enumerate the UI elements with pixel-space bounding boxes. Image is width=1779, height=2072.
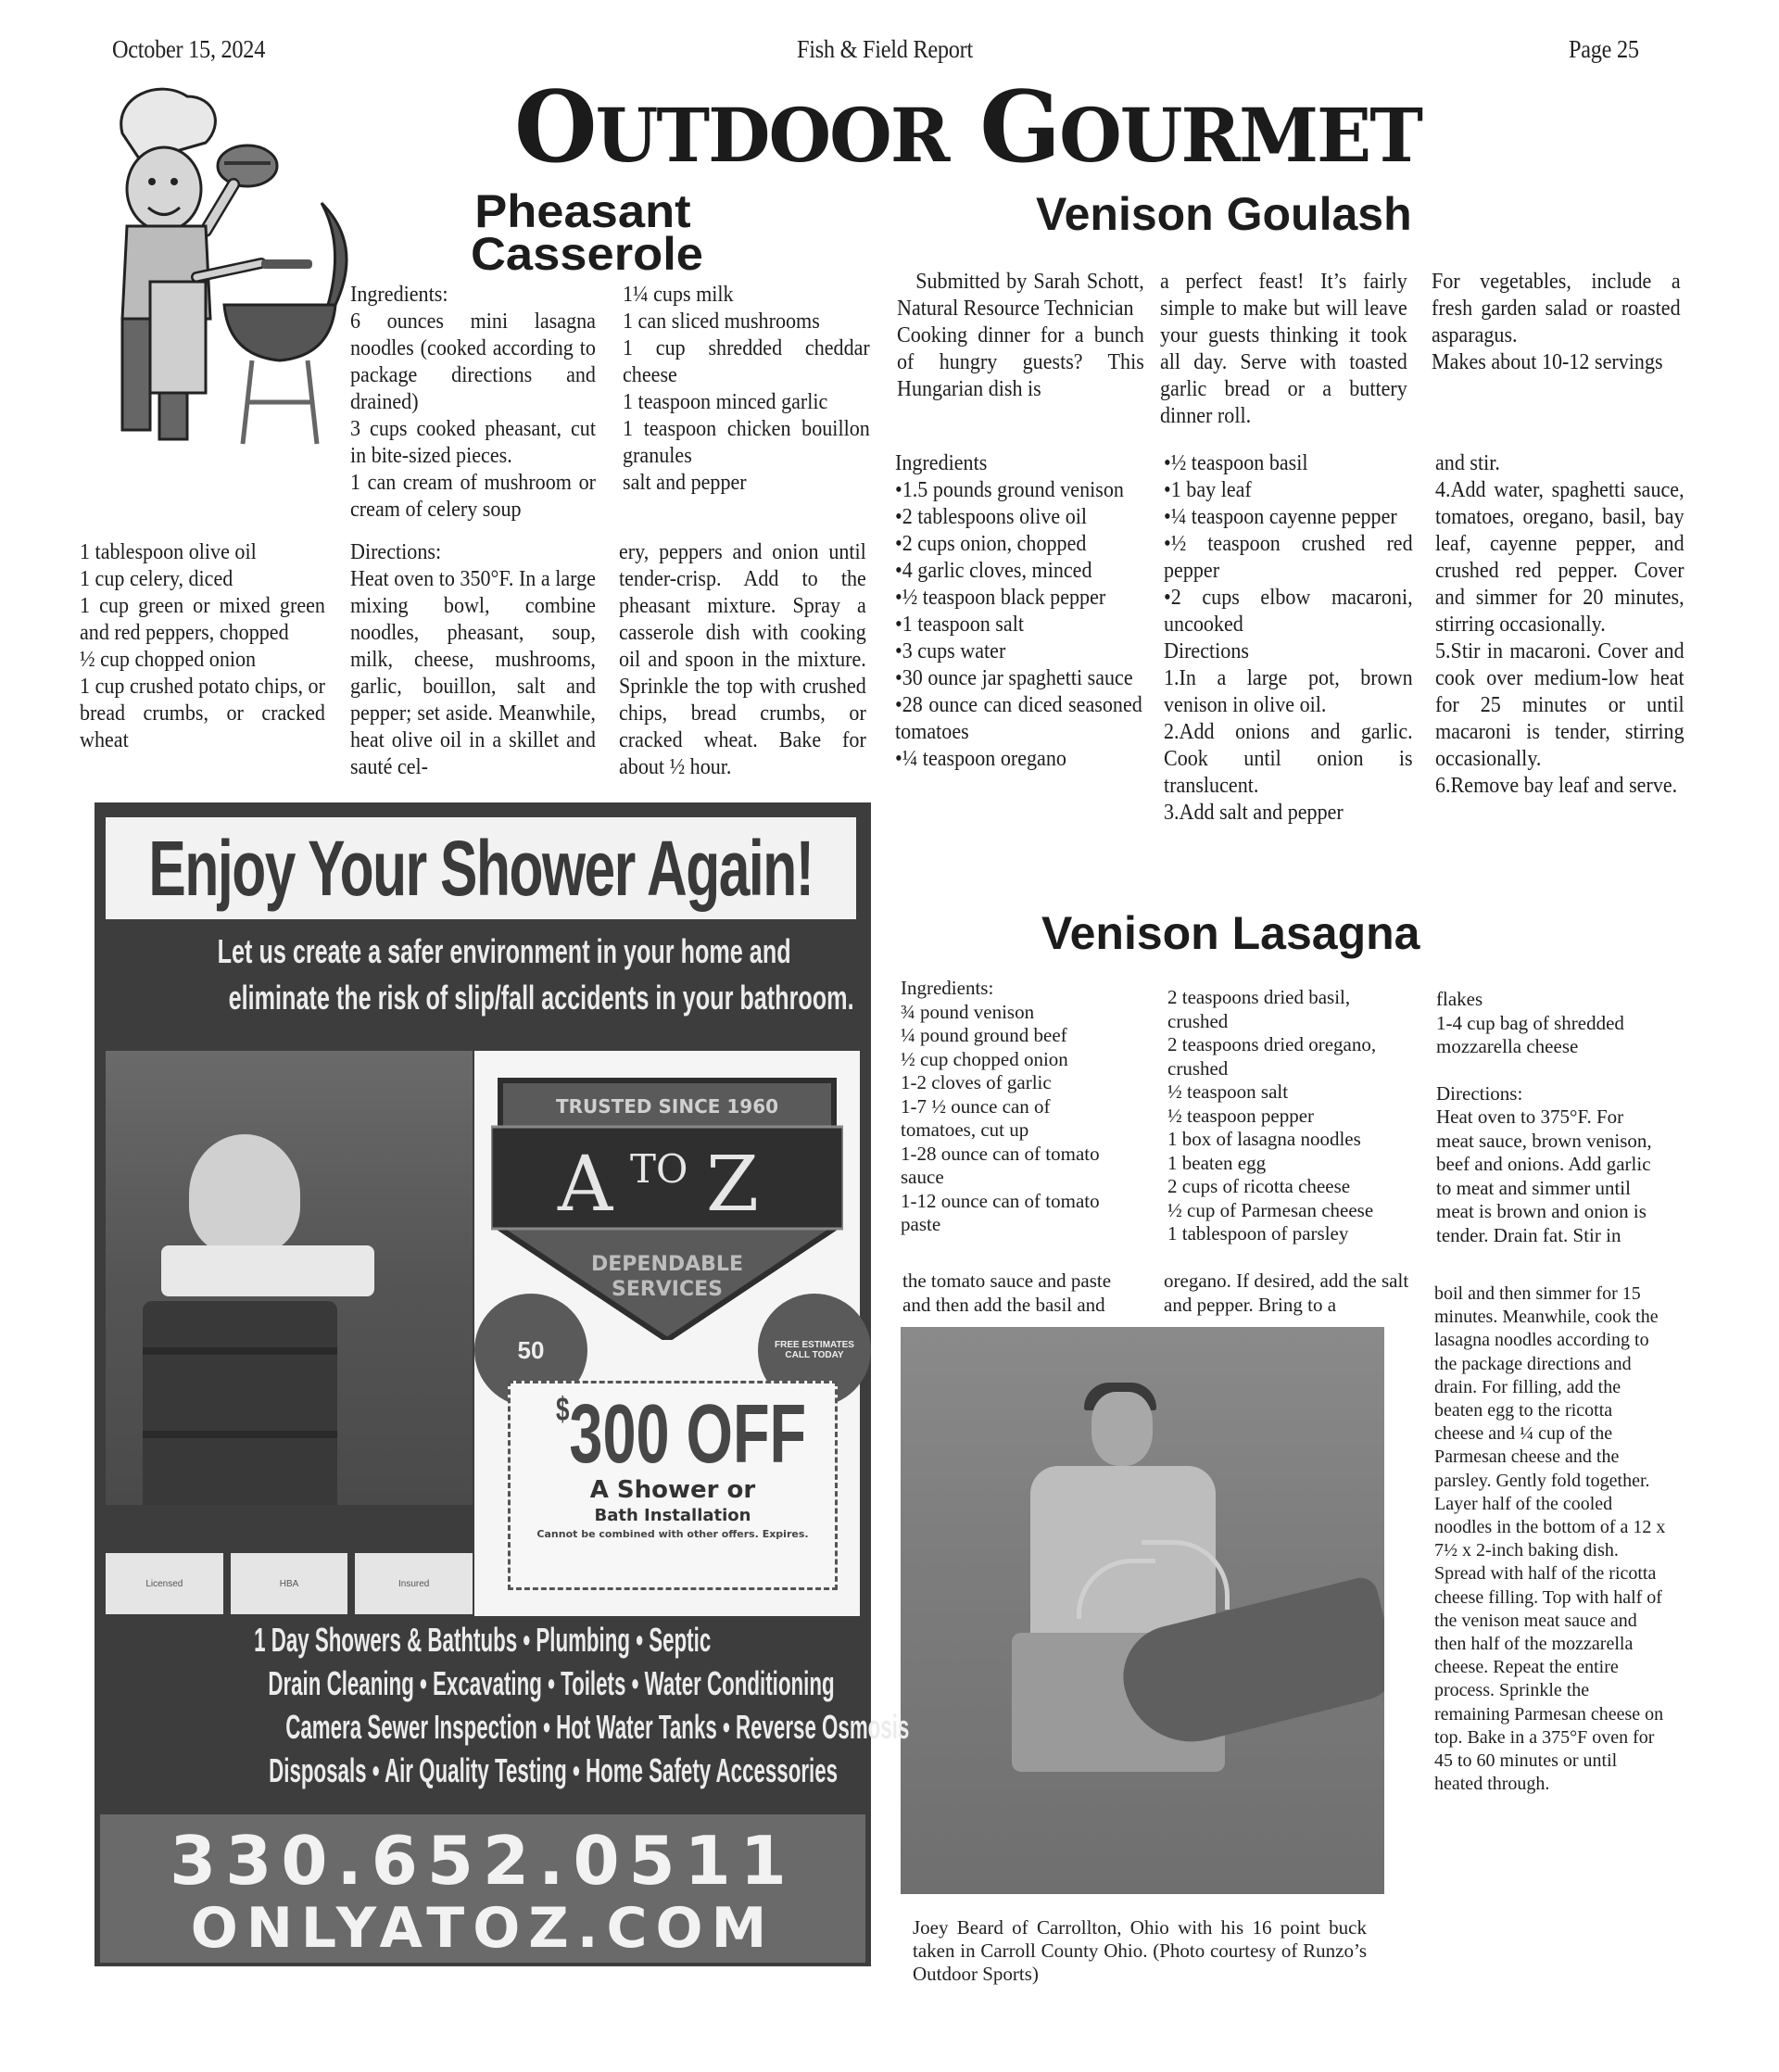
ingredients-label: Ingredients: <box>350 283 448 307</box>
page-number: Page 25 <box>1569 35 1639 63</box>
ingredient-item: 2 teaspoons dried oregano, crushed <box>1167 1033 1377 1080</box>
brand-letter-a: A <box>558 1141 613 1229</box>
ingredient-item: ½ cup of Parmesan cheese <box>1167 1198 1374 1221</box>
ingredient-item: 2 cups of ricotta cheese <box>1167 1175 1351 1197</box>
ingredient-item: 1 can cream of mushroom or cream of celery soup <box>350 471 596 522</box>
ingredient-item: •30 ounce jar spaghetti sauce <box>895 666 1133 690</box>
coupon-line1: A Shower or <box>589 1476 756 1504</box>
shield-bottom-text2: SERVICES <box>611 1278 724 1301</box>
lasagna-directions-col3b: boil and then simmer for 15 minutes. Meanwhile, cook the lasagna noodles according to the package directions and drain. For filling, add the beaten egg to the ricotta cheese and ¼ cup of the Parmesan cheese and the parsley. Gently fold together. Layer half of the cooled noodles in the bottom of a 12 x 7½ x 2-inch baking dish. Spread with half of the ricotta cheese filling. Top with half of the venison meat sauce and then half of the mozzarella cheese. Repeat the entire process. Sprinkle the remaining Parmesan cheese on top. Bake in a 375°F oven for 45 to 60 minutes or until heated through. <box>1434 1283 1666 1795</box>
directions-text: Heat oven to 375°F. For meat sauce, brown venison, beef and onions. Add garlic to meat and simmer until meat is brown and onion is tender. Drain fat. Stir in <box>1436 1105 1652 1246</box>
ad-headline: Enjoy Your Shower Again! <box>148 824 814 912</box>
ad-contact-box <box>100 1814 865 1963</box>
ingredient-item: 1 can sliced mushrooms <box>623 310 820 334</box>
ingredient-item: •1.5 pounds ground venison <box>895 478 1124 502</box>
goulash-directions-col3 <box>1435 450 1684 800</box>
ingredient-item: •¼ teaspoon oregano <box>895 747 1066 771</box>
ingredient-item: •½ teaspoon basil <box>1164 451 1308 475</box>
intro-text: Cooking dinner for a bunch of hungry guests? This Hungarian dish is <box>897 323 1144 401</box>
publication-name: Fish & Field Report <box>797 35 973 63</box>
ingredient-item: 1 cup shredded cheddar cheese <box>623 336 870 387</box>
atoz-advertisement[interactable] <box>95 802 910 1966</box>
ad-coupon[interactable] <box>508 1381 838 1590</box>
ingredient-item: 1¼ cups milk <box>623 283 734 307</box>
ingredient-item: 1-2 cloves of garlic <box>901 1071 1052 1093</box>
ingredient-item: •3 cups water <box>895 639 1006 663</box>
lasagna-ingredients-col1 <box>901 977 1151 1237</box>
shield-bottom-text1: DEPENDABLE <box>591 1253 743 1276</box>
ad-phone-number[interactable]: 330.652.0511 <box>170 1822 796 1900</box>
ingredient-item: 1 beaten egg <box>1167 1151 1267 1174</box>
ingredient-item: 1 cup green or mixed green and red peppers, chopped <box>80 594 325 645</box>
service-text: Disposals • Air Quality Testing • Home Safety Accessories <box>269 1751 839 1789</box>
subhead-text: eliminate the risk of slip/fall accidents in your bathroom. <box>228 979 854 1017</box>
byline: Submitted by Sarah Schott, Natural Resource Technician <box>897 270 1144 321</box>
lasagna-directions-col1b: the tomato sauce and paste and then add the basil and <box>902 1270 1112 1316</box>
service-line <box>95 1661 871 1705</box>
ingredients-label: Ingredients <box>895 451 988 475</box>
photo-caption: Joey Beard of Carrollton, Ohio with his 16 point buck taken in Carroll County Ohio. (Photo courtesy of Runzo’s Outdoor Sports) <box>913 1916 1367 1985</box>
ingredient-item: •2 cups onion, chopped <box>895 532 1087 556</box>
service-line <box>95 1749 871 1792</box>
ingredient-item: 1-7 ½ ounce can of tomatoes, cut up <box>901 1094 1051 1141</box>
masthead-initial-o: O <box>514 69 596 184</box>
ingredient-item: 1 cup celery, diced <box>80 567 233 591</box>
shield-top-text: TRUSTED SINCE 1960 <box>555 1095 779 1118</box>
ingredient-item: 6 ounces mini lasagna noodles (cooked according to package directions and drained) <box>350 310 596 414</box>
badge-text: FREE ESTIMATES CALL TODAY <box>775 1340 854 1360</box>
service-line <box>95 1705 910 1749</box>
masthead-word-gourmet: OURMET <box>1059 92 1422 179</box>
directions-label: Directions: <box>350 540 442 564</box>
logo-hba: HBA <box>231 1553 348 1614</box>
subhead-text: Let us create a safer environment in your home and <box>217 932 791 970</box>
pheasant-casserole-title <box>471 185 703 280</box>
logo-insured: Insured <box>355 1553 473 1614</box>
coupon-line2: Bath Installation <box>594 1506 751 1525</box>
brand-letter-z: Z <box>706 1141 759 1229</box>
logo-licensed: Licensed <box>106 1553 223 1614</box>
ad-services-list <box>95 1618 910 1792</box>
ingredient-item: 1 tablespoon olive oil <box>80 540 257 564</box>
intro-text: a perfect feast! It’s fairly simple to make but will leave your guests thinking it took all day. Serve with toasted garlic bread or a buttery dinner roll. <box>1160 270 1407 428</box>
ad-website-link[interactable]: ONLYATOZ.COM <box>190 1896 776 1961</box>
ingredient-item: ½ teaspoon pepper <box>1167 1104 1315 1127</box>
pheasant-ingredients-col2 <box>623 282 870 497</box>
coupon-fine-print: Cannot be combined with other offers. Expires. <box>536 1528 809 1540</box>
ingredient-item: salt and pepper <box>623 471 747 495</box>
lasagna-ingredients-col2 <box>1167 986 1408 1246</box>
ingredients-label: Ingredients: <box>901 977 994 999</box>
brand-to: TO <box>630 1146 688 1192</box>
ingredient-item: ½ teaspoon salt <box>1167 1080 1289 1103</box>
coupon-amount <box>556 1388 807 1481</box>
ingredient-item: •¼ teaspoon cayenne pepper <box>1164 505 1397 529</box>
direction-step: 6.Remove bay leaf and serve. <box>1435 774 1678 798</box>
chef-grilling-icon <box>85 78 363 449</box>
direction-step: 2.Add onions and garlic. Cook until onion is translucent. <box>1164 720 1413 798</box>
ingredient-item: ½ cup chopped onion <box>901 1047 1068 1070</box>
direction-step: 5.Stir in macaroni. Cover and cook over medium-low heat for 25 minutes or until macaroni is tender, stirring occasionally. <box>1435 639 1684 771</box>
barrel-tub-shape <box>143 1301 337 1505</box>
goulash-intro-col1 <box>897 269 1144 403</box>
servings-text: Makes about 10-12 servings <box>1432 350 1663 374</box>
pheasant-ingredients-col1 <box>350 282 596 524</box>
title-line-1: Pheasant <box>474 185 691 237</box>
venison-goulash-title: Venison Goulash <box>1036 188 1412 240</box>
pheasant-directions-col2 <box>619 539 866 781</box>
ad-bathtub-photo <box>106 1051 473 1505</box>
directions-label: Directions <box>1164 639 1249 663</box>
ingredient-item: 1-12 ounce can of tomato paste <box>901 1189 1100 1235</box>
intro-text: For vegetables, include a fresh garden salad or roasted asparagus. <box>1432 270 1681 347</box>
goulash-ingredients-col1 <box>895 450 1142 773</box>
pheasant-ingredients-col0 <box>80 539 325 754</box>
direction-step: and stir. <box>1435 451 1500 475</box>
ad-subhead-line1 <box>95 932 871 971</box>
ingredient-item: 1 cup crushed potato chips, or bread crumbs, or cracked wheat <box>80 675 325 752</box>
ingredient-item: 1 teaspoon chicken bouillon granules <box>623 417 870 468</box>
direction-step: 3.Add salt and pepper <box>1164 801 1344 825</box>
ad-subhead-line2 <box>95 979 871 1017</box>
title-line-2: Casserole <box>471 228 703 280</box>
ingredient-item: ½ cup chopped onion <box>80 648 257 672</box>
ad-affiliation-logos <box>106 1553 473 1614</box>
woman-head-shape <box>189 1134 300 1255</box>
goulash-intro-col2 <box>1160 269 1407 430</box>
coupon-dollar: $ <box>556 1390 570 1428</box>
directions-label: Directions: <box>1436 1081 1523 1105</box>
hunter-buck-photo <box>901 1327 1384 1894</box>
antler-shape <box>1142 1540 1230 1610</box>
directions-text: ery, peppers and onion until tender-crisp. Add to the pheasant mixture. Spray a casserole dish with cooking oil and spoon in the mixture. Sprinkle the top with crushed chips, bread crumbs, or cracked wheat. Bake for about ½ hour. <box>619 540 866 779</box>
service-text: Camera Sewer Inspection • Hot Water Tanks • Reverse Osmosis <box>285 1708 910 1746</box>
goulash-ingredients-col2 <box>1164 450 1413 827</box>
issue-date: October 15, 2024 <box>112 35 266 63</box>
ingredient-item: flakes <box>1436 988 1483 1010</box>
ingredient-item: •1 teaspoon salt <box>895 613 1024 637</box>
ingredient-item: •28 ounce can diced seasoned tomatoes <box>895 693 1142 744</box>
section-masthead <box>514 69 1422 184</box>
direction-step: 4.Add water, spaghetti sauce, tomatoes, oregano, basil, bay leaf, cayenne pepper, and crushed red pepper. Cover and simmer for 20 minutes, stirring occasionally. <box>1435 478 1684 637</box>
ingredient-item: 1 tablespoon of parsley <box>1167 1222 1349 1244</box>
directions-text: Heat oven to 350°F. In a large mixing bowl, combine noodles, pheasant, soup, milk, cheese, mushrooms, garlic, bouillon, salt and pepper; set aside. Meanwhile, heat olive oil in a skillet and sauté cel- <box>350 567 596 779</box>
masthead-initial-g: G <box>979 69 1060 184</box>
ingredient-item: •2 tablespoons olive oil <box>895 505 1088 529</box>
ingredient-item: 2 teaspoons dried basil, crushed <box>1167 986 1351 1032</box>
pheasant-directions-col1 <box>350 539 596 781</box>
venison-lasagna-title: Venison Lasagna <box>1041 907 1420 959</box>
lasagna-col3-top <box>1436 988 1663 1247</box>
ingredient-item: •½ teaspoon black pepper <box>895 586 1106 610</box>
lasagna-directions-col2b: oregano. If desired, add the salt and pepper. Bring to a <box>1164 1270 1409 1316</box>
service-text: 1 Day Showers & Bathtubs • Plumbing • Septic <box>254 1621 712 1659</box>
ingredient-item: •4 garlic cloves, minced <box>895 559 1092 583</box>
ingredient-item: •½ teaspoon crushed red pepper <box>1164 532 1413 583</box>
ingredient-item: 1-28 ounce can of tomato sauce <box>901 1142 1100 1188</box>
ad-brand-panel <box>474 1051 860 1616</box>
hunter-head-shape <box>1091 1392 1153 1466</box>
ingredient-item: 1 teaspoon minced garlic <box>623 390 828 414</box>
ingredient-item: ¾ pound venison <box>901 1000 1035 1023</box>
ingredient-item: •2 cups elbow macaroni, uncooked <box>1164 586 1413 637</box>
ingredient-item: 1 box of lasagna noodles <box>1167 1128 1361 1150</box>
towel-shape <box>161 1245 374 1296</box>
masthead-word-outdoor: UTDOOR <box>595 92 949 179</box>
service-line <box>95 1618 871 1661</box>
ingredient-item: 1-4 cup bag of shredded mozzarella cheese <box>1436 1011 1624 1057</box>
ingredient-item: 3 cups cooked pheasant, cut in bite-sized pieces. <box>350 417 596 468</box>
ingredient-item: ¼ pound ground beef <box>901 1024 1067 1046</box>
badge-text: 50 <box>517 1335 545 1364</box>
goulash-intro-col3 <box>1432 269 1681 376</box>
direction-step: 1.In a large pot, brown venison in olive oil. <box>1164 666 1413 717</box>
ad-headline-box <box>106 817 856 919</box>
ingredient-item: •1 bay leaf <box>1164 478 1252 502</box>
coupon-amount-text: 300 OFF <box>569 1388 807 1481</box>
service-text: Drain Cleaning • Excavating • Toilets • Water Conditioning <box>268 1664 835 1702</box>
